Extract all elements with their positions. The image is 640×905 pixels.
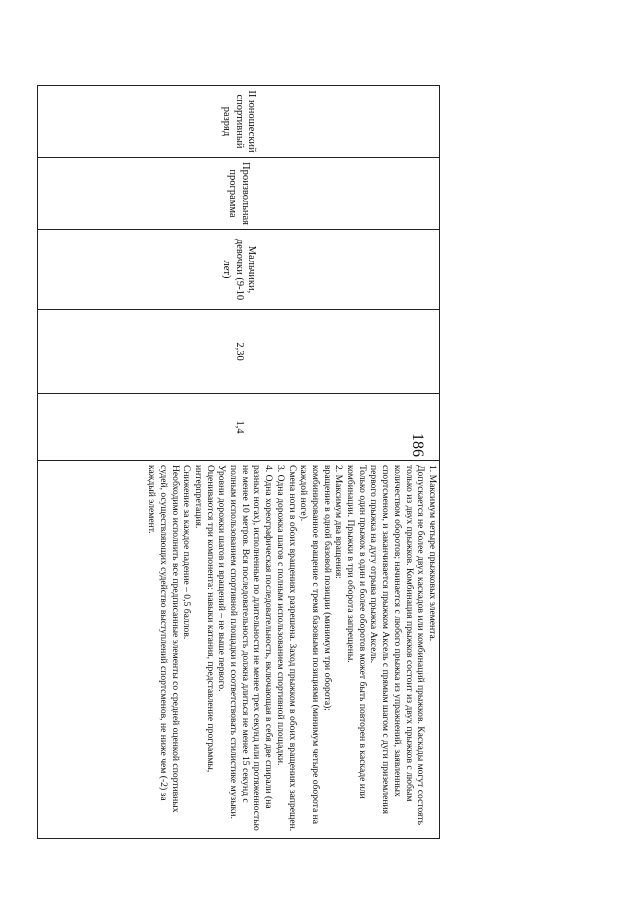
participants-cell <box>38 230 440 310</box>
requirement-line: 4. Одна хореографическая последовательность, включающая в себя две спирали (на разных ногах), исполненные по длительности не менее трех секунд или протяженностью не менее 10 метров. Вся последовательность должна длиться не менее 15 секунд с полным использованием спортивной площадки и соответствовать стилистике музыки. <box>228 465 275 831</box>
requirement-line: Только один прыжок в один и более оборотов может быть повторен в каскаде или комбинации. Прыжки в три оборота запрещены. <box>345 465 368 799</box>
requirement-line: Необходимо исполнить все предписанные элементы со средней оценкой спортивных судей, осуществляющих судейство выступлений спортсменов, не ниже чем (-2) за каждый элемент. <box>146 465 181 813</box>
category-cell <box>38 86 440 158</box>
requirement-line: комбинированное вращение с тремя базовыми позициями (минимум четыре оборота на каждой ноге). <box>298 465 321 825</box>
coefficient-text: 1,4 <box>233 420 245 434</box>
duration-cell <box>38 310 440 394</box>
coefficient-cell <box>38 394 440 461</box>
category-text: II юношеский спортивный разряд <box>221 90 258 153</box>
program-text: Произвольная программа <box>227 162 252 225</box>
requirement-line: Допускается не более двух каскадов или комбинаций прыжков. Каскады могут состоять только из двух прыжков. Комбинация прыжков состоит из двух прыжков с любым количеством оборотов; начинается с любого прыжка из упражнений, заявленных спортсменом, и заканчивается прыжком Аксель с прямым шагом с дуги приземления первого прыжка на дугу отрыва прыжка Аксель. <box>368 465 427 825</box>
participants-text: Мальчики, девочки (9-10 лет) <box>221 238 258 301</box>
requirement-line: Оцениваются три компонента: навыки катания, представление программы, интерпретация. <box>192 465 216 773</box>
page-number: 186 <box>409 433 426 457</box>
requirement-line: Уровни дорожки шагов и вращений – не выше первого. <box>216 465 228 692</box>
duration-text: 2,30 <box>233 342 245 361</box>
requirement-line: 2. Максимум два вращения: <box>333 465 345 579</box>
requirement-line: вращение в одной базовой позиции (минимум три оборота); <box>321 465 333 711</box>
requirement-line: Снижение за каждое падение – 0,5 баллов. <box>181 465 193 640</box>
rotated-table-container <box>37 85 440 838</box>
requirements-cell <box>38 461 440 839</box>
table-row <box>38 86 440 839</box>
requirement-line: Смена ноги в обоих вращениях разрешена. Заход прыжком в обоих вращениях запрещен. <box>286 465 298 832</box>
requirement-line: 1. Максимум четыре прыжковых элемента. <box>427 465 438 642</box>
requirement-line: 3. Одна дорожка шагов с полным использованием спортивной площадки. <box>274 465 286 766</box>
program-cell <box>38 158 440 230</box>
standards-table <box>37 85 440 839</box>
